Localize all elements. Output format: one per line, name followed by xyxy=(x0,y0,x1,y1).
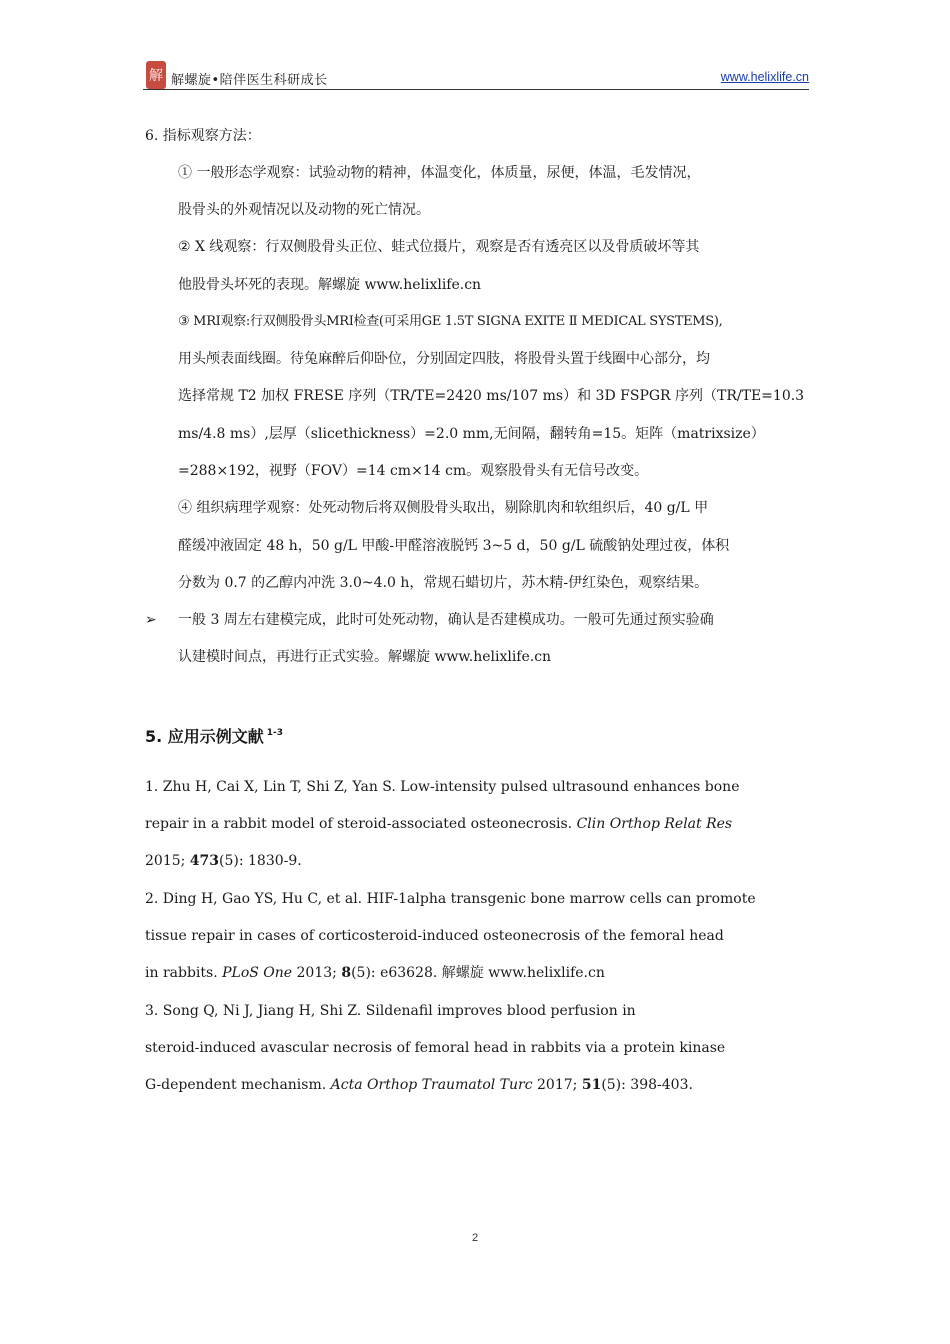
observation-2-line-1: ② X 线观察：行双侧股骨头正位、蛙式位摄片，观察是否有透亮区以及骨质破坏等其 xyxy=(178,239,700,255)
section6-title: 6. 指标观察方法： xyxy=(145,128,261,144)
reference-1-year: 2015; xyxy=(145,853,190,869)
reference-3-pages: (5): 398-403. xyxy=(601,1077,693,1093)
reference-2-line-1: 2. Ding H, Gao YS, Hu C, et al. HIF-1alpha transgenic bone marrow cells can promote xyxy=(145,891,756,907)
reference-1-pages: (5): 1830-9. xyxy=(219,853,302,869)
reference-2-journal: PLoS One xyxy=(222,965,293,981)
observation-3-line-5: =288×192，视野（FOV）=14 cm×14 cm。观察股骨头有无信号改变。 xyxy=(178,463,649,479)
reference-1-line-1: 1. Zhu H, Cai X, Lin T, Shi Z, Yan S. Low-intensity pulsed ultrasound enhances bone xyxy=(145,779,740,795)
reference-3-volume: 51 xyxy=(581,1077,602,1093)
reference-3-journal: Acta Orthop Traumatol Turc xyxy=(330,1077,533,1093)
observation-3-line-3: 选择常规 T2 加权 FRESE 序列（TR/TE=2420 ms/107 ms）和 3D FSPGR 序列（TR/TE=10.3 xyxy=(178,388,805,404)
reference-2-volume: 8 xyxy=(341,965,352,981)
reference-3-line-2: steroid-induced avascular necrosis of femoral head in rabbits via a protein kinase xyxy=(145,1040,726,1056)
section5-title: 5. 应用示例文献 xyxy=(145,727,264,746)
reference-2-text: in rabbits. xyxy=(145,965,223,981)
reference-3-year: 2017; xyxy=(532,1077,582,1093)
note-line-1: 一般 3 周左右建模完成，此时可处死动物，确认是否建模成功。一般可先通过预实验确 xyxy=(178,612,714,628)
header-slogan: 解螺旋•陪伴医生科研成长 xyxy=(171,73,328,88)
section5-citation: 1-3 xyxy=(266,728,284,738)
note-bullet-icon: ➢ xyxy=(145,612,157,628)
reference-2-year: 2013; xyxy=(292,965,342,981)
observation-4-line-3: 分数为 0.7 的乙醇内冲洗 3.0~4.0 h，常规石蜡切片，苏木精-伊红染色，观察结果。 xyxy=(178,575,709,591)
observation-1-line-1: ① 一般形态学观察：试验动物的精神，体温变化，体质量，尿便，体温，毛发情况， xyxy=(178,165,701,181)
observation-1-line-2: 股骨头的外观情况以及动物的死亡情况。 xyxy=(178,202,430,218)
reference-3-line-3 xyxy=(145,1076,809,1094)
observation-3-line-4: ms/4.8 ms）,层厚（slicethickness）=2.0 mm,无间隔，翻转角=15。矩阵（matrixsize） xyxy=(178,426,765,442)
note-line-2: 认建模时间点，再进行正式实验。解螺旋 www.helixlife.cn xyxy=(178,649,552,665)
reference-3-text: G-dependent mechanism. xyxy=(145,1077,331,1093)
observation-3-line-2: 用头颅表面线圈。待兔麻醉后仰卧位，分别固定四肢，将股骨头置于线圈中心部分，均 xyxy=(178,351,710,367)
reference-1-volume: 473 xyxy=(189,853,220,869)
reference-1-journal: Clin Orthop Relat Res xyxy=(576,816,733,832)
observation-4-line-2: 醛缓冲液固定 48 h，50 g/L 甲酸-甲醛溶液脱钙 3~5 d，50 g/L 硫酸钠处理过夜，体积 xyxy=(178,538,730,554)
section5-heading xyxy=(145,724,283,747)
reference-3-line-1: 3. Song Q, Ni J, Jiang H, Shi Z. Sildenafil improves blood perfusion in xyxy=(145,1003,636,1019)
observation-4-line-1: ④ 组织病理学观察：处死动物后将双侧股骨头取出，剔除肌肉和软组织后，40 g/L 甲 xyxy=(178,500,709,516)
observation-2-line-2: 他股骨头坏死的表现。解螺旋 www.helixlife.cn xyxy=(178,277,482,293)
reference-1-line-2 xyxy=(145,815,809,833)
page-number: 2 xyxy=(471,1232,479,1244)
observation-3-line-1: ③ MRI观察:行双侧股骨头MRI检查(可采用GE 1.5T SIGNA EXITE Ⅱ MEDICAL SYSTEMS), xyxy=(178,314,723,329)
reference-1-text: repair in a rabbit model of steroid-associated osteonecrosis. xyxy=(145,816,577,832)
reference-2-pages: (5): e63628. 解螺旋 www.helixlife.cn xyxy=(351,965,605,981)
reference-2-line-3 xyxy=(145,964,809,982)
header-url-link[interactable]: www.helixlife.cn xyxy=(720,70,809,84)
logo-character: 解 xyxy=(149,68,163,84)
reference-1-line-3 xyxy=(145,852,809,870)
reference-2-line-2: tissue repair in cases of corticosteroid-induced osteonecrosis of the femoral head xyxy=(145,928,724,944)
